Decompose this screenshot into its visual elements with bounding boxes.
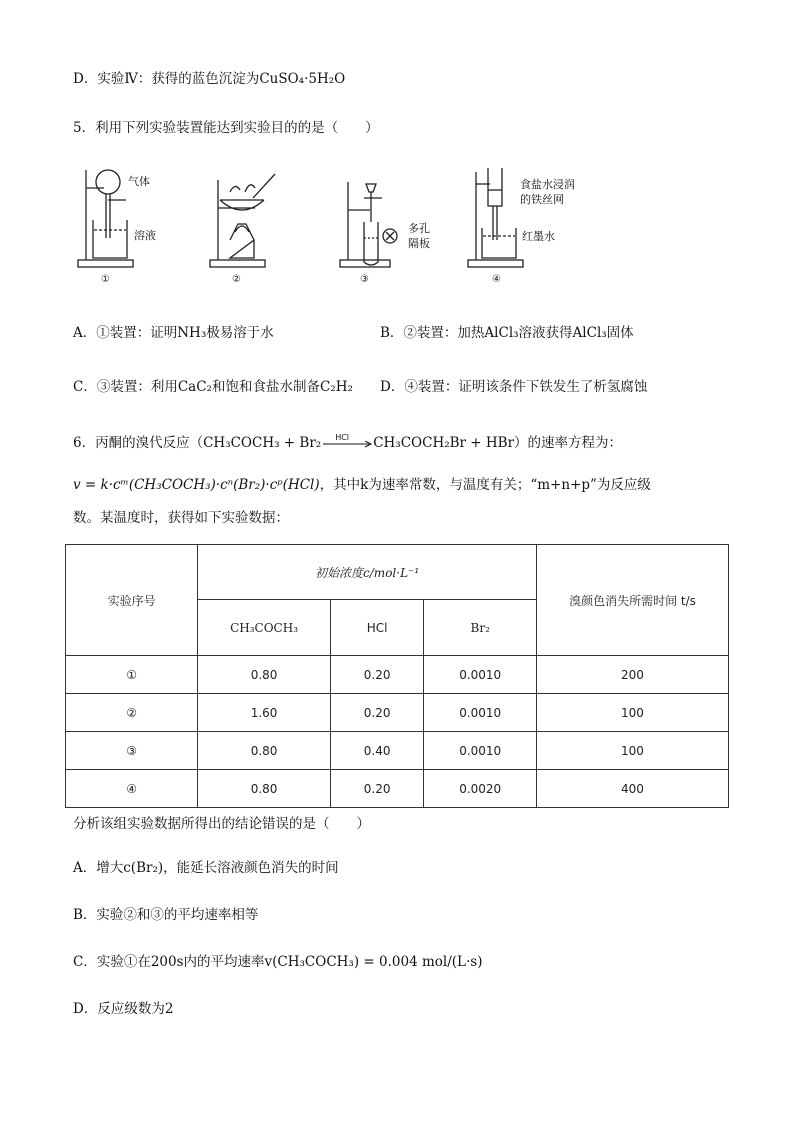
header-acetone: CH₃COCH₃: [198, 600, 331, 656]
q6-option-b: B．实验②和③的平均速率相等: [73, 907, 259, 923]
cell-acetone: 1.60: [198, 694, 331, 732]
cell-acetone: 0.80: [198, 656, 331, 694]
label-porous-2: 隔板: [408, 237, 430, 250]
cell-br2: 0.0010: [424, 732, 537, 770]
cell-time: 100: [536, 694, 728, 732]
apparatus-drawing: [70, 160, 690, 290]
label-salt-1: 食盐水浸润: [520, 178, 575, 191]
cell-id: ①: [66, 656, 198, 694]
q5-apparatus-figure: [70, 160, 690, 290]
eq-left: CH₃COCH₃ + Br₂: [203, 435, 322, 451]
cell-acetone: 0.80: [198, 770, 331, 808]
q6-stem-line-1: 6．丙酮的溴代反应（CH₃COCH₃ + Br₂ HCl CH₃COCH₂Br + HBr）的速率方程为：: [73, 434, 622, 452]
figure-number-2: ②: [232, 274, 241, 285]
cell-br2: 0.0010: [424, 694, 537, 732]
cell-hcl: 0.20: [330, 694, 424, 732]
label-salt-2: 的铁丝网: [520, 193, 564, 206]
table-row: [66, 732, 729, 770]
header-conc: 初始浓度c/mol·L⁻¹: [198, 545, 537, 600]
cell-id: ③: [66, 732, 198, 770]
cell-time: 100: [536, 732, 728, 770]
cell-hcl: 0.20: [330, 656, 424, 694]
table-row: [66, 694, 729, 732]
header-hcl: HCl: [330, 600, 424, 656]
cell-br2: 0.0020: [424, 770, 537, 808]
cell-br2: 0.0010: [424, 656, 537, 694]
label-solution: 溶液: [134, 229, 156, 242]
cell-hcl: 0.20: [330, 770, 424, 808]
cell-acetone: 0.80: [198, 732, 331, 770]
header-exp: 实验序号: [66, 545, 198, 656]
cell-id: ②: [66, 694, 198, 732]
header-br2: Br₂: [424, 600, 537, 656]
q6-option-a: A．增大c(Br₂)，能延长溶液颜色消失的时间: [73, 860, 339, 876]
q6-rate-equation: v = k·cᵐ(CH₃COCH₃)·cⁿ(Br₂)·cᵖ(HCl)，其中k为速率常数，与温度有关；“m+n+p”为反应级: [73, 477, 651, 493]
table-row: [66, 656, 729, 694]
cell-hcl: 0.40: [330, 732, 424, 770]
q6-stem-line-3: 数。某温度时，获得如下实验数据：: [73, 510, 289, 526]
q5-option-d: D．④装置：证明该条件下铁发生了析氢腐蚀: [380, 379, 648, 395]
eq-right: CH₃COCH₂Br + HBr: [373, 435, 515, 451]
q6-option-d: D．反应级数为2: [73, 1001, 174, 1017]
header-time: 溴颜色消失所需时间 t/s: [536, 545, 728, 656]
q6-question: 分析该组实验数据所得出的结论错误的是（ ）: [73, 816, 370, 832]
q5-option-b: B．②装置：加热AlCl₃溶液获得AlCl₃固体: [380, 325, 634, 341]
reaction-arrow: [321, 432, 373, 451]
label-gas: 气体: [128, 175, 150, 188]
q5-option-c: C．③装置：利用CaC₂和饱和食盐水制备C₂H₂: [73, 379, 353, 395]
label-ink: 红墨水: [522, 230, 555, 243]
label-porous-1: 多孔: [408, 222, 430, 235]
table-row: [66, 770, 729, 808]
cell-id: ④: [66, 770, 198, 808]
q5-stem: 5．利用下列实验装置能达到实验目的的是（ ）: [73, 120, 379, 136]
q4-option-d: D．实验Ⅳ：获得的蓝色沉淀为CuSO₄·5H₂O: [73, 71, 346, 87]
q6-option-c: C．实验①在200s内的平均速率v(CH₃COCH₃) = 0.004 mol/(L·s): [73, 954, 483, 970]
cell-time: 200: [536, 656, 728, 694]
q5-option-a: A．①装置：证明NH₃极易溶于水: [73, 325, 274, 341]
cell-time: 400: [536, 770, 728, 808]
eq-condition: HCl: [335, 432, 350, 442]
figure-number-4: ④: [492, 274, 501, 285]
figure-number-1: ①: [101, 274, 110, 285]
experiment-data-table: [65, 544, 729, 808]
figure-number-3: ③: [360, 274, 369, 285]
